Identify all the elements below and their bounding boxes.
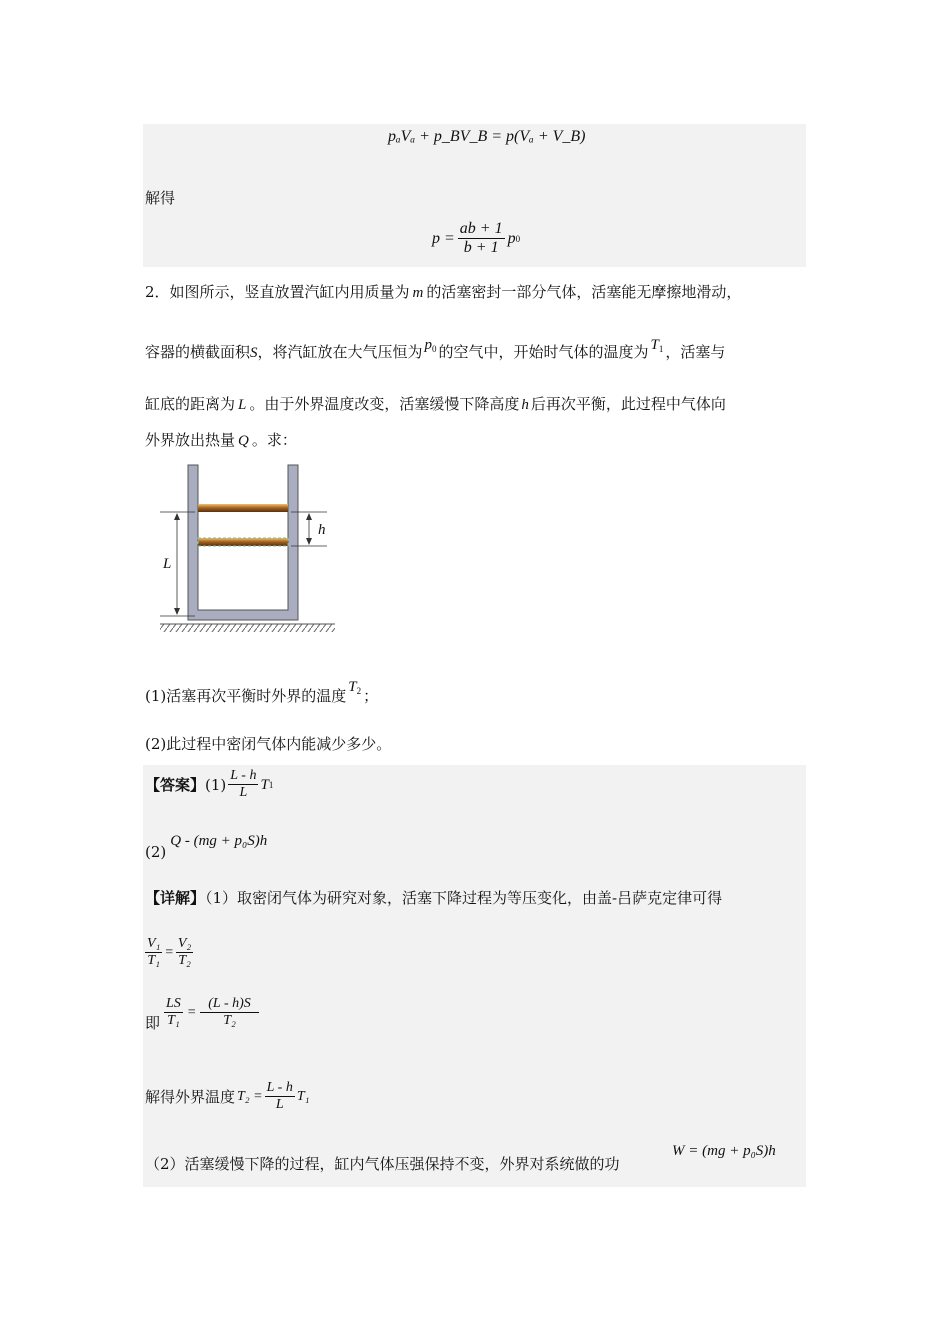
denominator: L bbox=[239, 785, 248, 801]
text: ，将汽缸放在大气压恒为 bbox=[257, 343, 423, 361]
eq2-denominator: b + 1 bbox=[463, 239, 499, 257]
denominator: T₁ bbox=[147, 953, 161, 969]
solve-label: 解得 bbox=[145, 189, 176, 207]
var-h: h bbox=[521, 397, 529, 413]
numerator: L - h bbox=[265, 1080, 295, 1097]
result-lhs: T₂ = bbox=[237, 1088, 263, 1104]
text: 后再次平衡，此过程中气体向 bbox=[530, 395, 726, 413]
part2-line bbox=[145, 1152, 620, 1176]
eq2-tail-sub: 0 bbox=[515, 233, 521, 244]
var-L: L bbox=[238, 397, 247, 413]
text: （1）取密闭气体为研究对象，活塞下降过程为等压变化，由盖-吕萨克定律可得 bbox=[205, 889, 723, 907]
answer-label: 【答案】 bbox=[145, 775, 206, 794]
text: 即 bbox=[145, 1014, 161, 1033]
var-p0: $p_0$ bbox=[424, 337, 437, 354]
answer-1-fraction bbox=[228, 768, 258, 801]
eq2-lhs: p = bbox=[432, 229, 455, 247]
text: 的空气中，开始时气体的温度为 bbox=[438, 343, 649, 361]
ground-hatch bbox=[160, 624, 335, 632]
text: 容器的横截面积 bbox=[145, 343, 251, 361]
equation-pressure bbox=[432, 220, 520, 258]
initial-piston bbox=[198, 504, 288, 512]
detail-label: 【详解】 bbox=[145, 889, 206, 907]
var-Q: Q bbox=[238, 433, 249, 449]
text: ，活塞与 bbox=[665, 343, 726, 361]
numerator: (L - h)S bbox=[200, 996, 259, 1013]
detail-line bbox=[145, 886, 722, 910]
question-2: (2)此过程中密闭气体内能减少多少。 bbox=[145, 735, 392, 753]
question-1 bbox=[145, 679, 379, 713]
text: (1) bbox=[205, 775, 227, 794]
label-L: L bbox=[163, 556, 172, 572]
denominator: T₂ bbox=[223, 1013, 236, 1029]
answer-2-expr: Q - (mg + p₀S)h bbox=[170, 833, 268, 849]
text: （2）活塞缓慢下降的过程，缸内气体压强保持不变，外界对系统做的功 bbox=[145, 1155, 620, 1173]
eq2-numerator: ab + 1 bbox=[458, 220, 505, 239]
denominator: L bbox=[275, 1097, 284, 1113]
answer-box bbox=[143, 765, 806, 1187]
arrow-L-down bbox=[174, 608, 180, 615]
arrow-L-up bbox=[174, 513, 180, 520]
text: 缸底的距离为 bbox=[145, 395, 236, 413]
final-piston bbox=[198, 538, 288, 546]
arrow-h-down bbox=[306, 538, 312, 545]
work-expression: W = (mg + p₀S)h bbox=[672, 1143, 776, 1159]
answer-1-tail-sub: 1 bbox=[268, 779, 274, 790]
problem-line-2 bbox=[145, 337, 726, 369]
text: (1)活塞再次平衡时外界的温度 bbox=[145, 687, 347, 705]
equals: = bbox=[186, 1004, 197, 1020]
equals: = bbox=[164, 944, 174, 960]
text: 的活塞密封一部分气体，活塞能无摩擦地滑动， bbox=[426, 283, 742, 301]
text: 外界放出热量 bbox=[145, 431, 236, 449]
label-h: h bbox=[318, 522, 326, 538]
answer-1-tail: T bbox=[260, 776, 269, 793]
eq2-fraction bbox=[458, 220, 505, 258]
problem-line-3 bbox=[145, 392, 726, 417]
problem-line-1 bbox=[145, 280, 741, 305]
numerator: V₁ bbox=[145, 936, 162, 953]
var-T1: $T_1$ bbox=[650, 337, 664, 354]
problem-line-4 bbox=[145, 428, 297, 453]
text: 2．如图所示，竖直放置汽缸内用质量为 bbox=[145, 283, 410, 301]
formula-charles bbox=[145, 936, 193, 969]
var-m: m bbox=[412, 285, 424, 301]
var-T2: $T_2$ bbox=[348, 679, 362, 696]
equation-mixing: pₐVₐ + p_BV_B = p(Vₐ + V_B) bbox=[388, 128, 586, 145]
text: 。由于外界温度改变，活塞缓慢下降高度 bbox=[249, 395, 520, 413]
result-line bbox=[145, 1080, 309, 1113]
denominator: T₁ bbox=[167, 1013, 180, 1029]
text: (2) bbox=[145, 843, 167, 861]
text: ； bbox=[363, 687, 379, 705]
arrow-h-up bbox=[306, 513, 312, 520]
text: 。求： bbox=[251, 431, 297, 449]
answer-line-2 bbox=[145, 830, 268, 861]
numerator: L - h bbox=[228, 768, 258, 785]
numerator: V₂ bbox=[176, 936, 193, 953]
answer-line-1 bbox=[145, 768, 273, 801]
denominator: T₂ bbox=[178, 953, 191, 969]
text: 解得外界温度 bbox=[145, 1088, 236, 1107]
formula-ji bbox=[145, 996, 259, 1033]
result-tail: T₁ bbox=[296, 1088, 310, 1104]
eq2-tail: p bbox=[507, 229, 516, 247]
numerator: LS bbox=[164, 996, 183, 1013]
var-S: S bbox=[250, 345, 258, 361]
cylinder-figure bbox=[155, 460, 340, 635]
